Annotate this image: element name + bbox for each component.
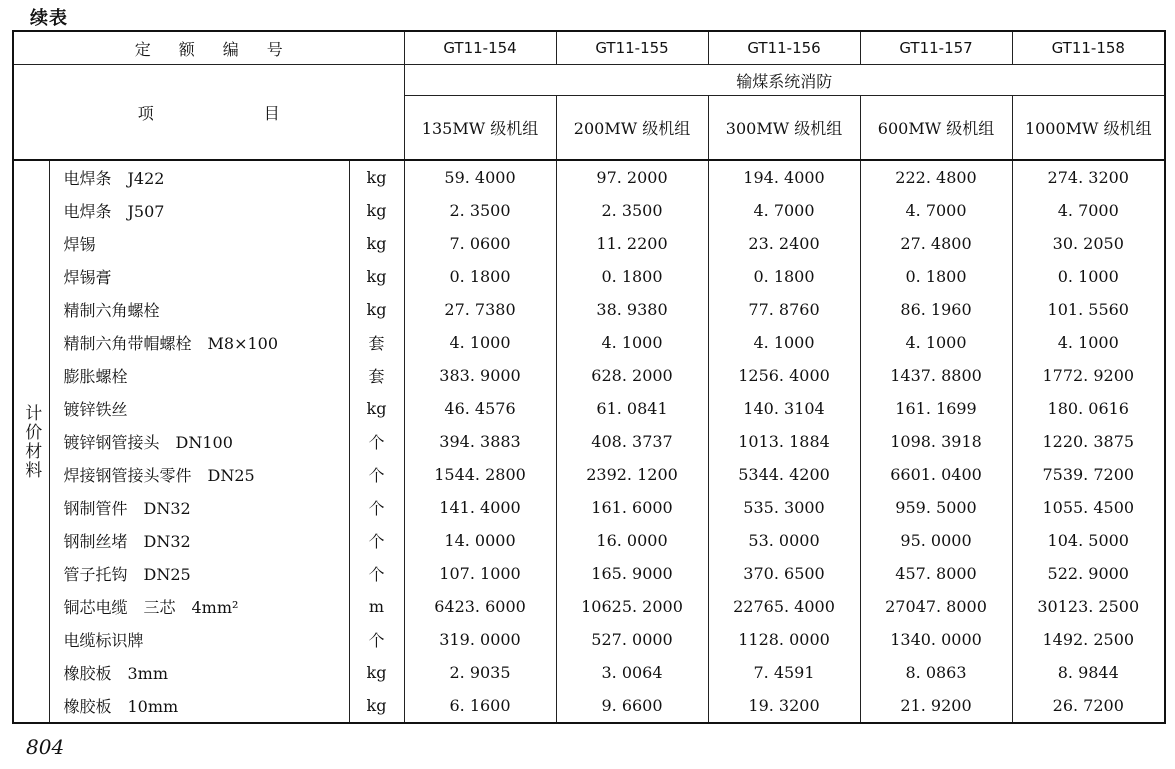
material-name: 镀锌铁丝	[49, 392, 349, 425]
material-name: 电焊条 J422	[49, 160, 349, 194]
material-unit: 个	[349, 458, 404, 491]
quantity-cell: 8. 0863	[860, 656, 1012, 689]
quantity-cell: 6601. 0400	[860, 458, 1012, 491]
table-row	[13, 359, 1165, 392]
quantity-cell: 8. 9844	[1012, 656, 1165, 689]
material-name: 铜芯电缆 三芯 4mm²	[49, 590, 349, 623]
unit-type-header: 600MW 级机组	[860, 96, 1012, 161]
table-row	[13, 491, 1165, 524]
quantity-cell: 11. 2200	[556, 227, 708, 260]
quantity-cell: 527. 0000	[556, 623, 708, 656]
quantity-cell: 4. 7000	[1012, 194, 1165, 227]
quantity-cell: 140. 3104	[708, 392, 860, 425]
quantity-cell: 30. 2050	[1012, 227, 1165, 260]
quantity-cell: 0. 1800	[708, 260, 860, 293]
table-row	[13, 458, 1165, 491]
material-unit: 套	[349, 359, 404, 392]
quantity-cell: 2. 3500	[556, 194, 708, 227]
quantity-cell: 9. 6600	[556, 689, 708, 723]
material-unit: 个	[349, 425, 404, 458]
quantity-cell: 4. 7000	[708, 194, 860, 227]
quantity-cell: 27. 4800	[860, 227, 1012, 260]
quantity-cell: 222. 4800	[860, 160, 1012, 194]
quantity-cell: 4. 1000	[1012, 326, 1165, 359]
quantity-cell: 1128. 0000	[708, 623, 860, 656]
quantity-cell: 959. 5000	[860, 491, 1012, 524]
quota-code: GT11-155	[556, 31, 708, 65]
table-row	[13, 194, 1165, 227]
quantity-cell: 101. 5560	[1012, 293, 1165, 326]
material-name: 焊接钢管接头零件 DN25	[49, 458, 349, 491]
quantity-cell: 14. 0000	[404, 524, 556, 557]
quantity-cell: 383. 9000	[404, 359, 556, 392]
material-unit: m	[349, 590, 404, 623]
material-name: 橡胶板 10mm	[49, 689, 349, 723]
quantity-cell: 53. 0000	[708, 524, 860, 557]
material-name: 管子托钩 DN25	[49, 557, 349, 590]
table-row	[13, 227, 1165, 260]
quantity-cell: 30123. 2500	[1012, 590, 1165, 623]
group-title-row	[13, 65, 1165, 96]
material-unit: kg	[349, 194, 404, 227]
material-unit: 个	[349, 623, 404, 656]
material-name: 膨胀螺栓	[49, 359, 349, 392]
material-name: 镀锌钢管接头 DN100	[49, 425, 349, 458]
table-row	[13, 524, 1165, 557]
continued-heading: 续表	[30, 8, 68, 29]
table-row	[13, 623, 1165, 656]
quantity-cell: 394. 3883	[404, 425, 556, 458]
quantity-cell: 535. 3000	[708, 491, 860, 524]
quantity-cell: 4. 1000	[708, 326, 860, 359]
unit-type-header: 1000MW 级机组	[1012, 96, 1165, 161]
material-unit: 套	[349, 326, 404, 359]
quota-code: GT11-156	[708, 31, 860, 65]
unit-type-header: 200MW 级机组	[556, 96, 708, 161]
material-name: 焊锡	[49, 227, 349, 260]
quantity-cell: 161. 6000	[556, 491, 708, 524]
quantity-cell: 1098. 3918	[860, 425, 1012, 458]
material-name: 焊锡膏	[49, 260, 349, 293]
quantity-cell: 1055. 4500	[1012, 491, 1165, 524]
quantity-cell: 165. 9000	[556, 557, 708, 590]
quantity-cell: 1492. 2500	[1012, 623, 1165, 656]
quantity-cell: 23. 2400	[708, 227, 860, 260]
quantity-cell: 1772. 9200	[1012, 359, 1165, 392]
quantity-cell: 27047. 8000	[860, 590, 1012, 623]
material-unit: kg	[349, 160, 404, 194]
material-unit: 个	[349, 557, 404, 590]
table-row	[13, 326, 1165, 359]
quantity-cell: 7. 4591	[708, 656, 860, 689]
quantity-cell: 10625. 2000	[556, 590, 708, 623]
quantity-cell: 194. 4000	[708, 160, 860, 194]
quantity-cell: 19. 3200	[708, 689, 860, 723]
quantity-cell: 457. 8000	[860, 557, 1012, 590]
quota-label: 定额编号	[13, 31, 404, 65]
material-name: 电缆标识牌	[49, 623, 349, 656]
quantity-cell: 628. 2000	[556, 359, 708, 392]
quantity-cell: 4. 1000	[404, 326, 556, 359]
quantity-cell: 26. 7200	[1012, 689, 1165, 723]
table-row	[13, 590, 1165, 623]
quantity-cell: 38. 9380	[556, 293, 708, 326]
quantity-cell: 46. 4576	[404, 392, 556, 425]
quantity-cell: 180. 0616	[1012, 392, 1165, 425]
table-row	[13, 260, 1165, 293]
material-name: 电焊条 J507	[49, 194, 349, 227]
page-number: 804	[26, 735, 65, 759]
quantity-cell: 319. 0000	[404, 623, 556, 656]
quantity-cell: 1340. 0000	[860, 623, 1012, 656]
material-unit: kg	[349, 293, 404, 326]
quantity-cell: 107. 1000	[404, 557, 556, 590]
table-row	[13, 425, 1165, 458]
table-row	[13, 392, 1165, 425]
quantity-cell: 1013. 1884	[708, 425, 860, 458]
quantity-cell: 1437. 8800	[860, 359, 1012, 392]
quantity-cell: 2392. 1200	[556, 458, 708, 491]
quantity-cell: 95. 0000	[860, 524, 1012, 557]
quantity-cell: 0. 1000	[1012, 260, 1165, 293]
quantity-cell: 1544. 2800	[404, 458, 556, 491]
unit-type-header: 300MW 级机组	[708, 96, 860, 161]
quantity-cell: 86. 1960	[860, 293, 1012, 326]
quantity-cell: 4. 1000	[860, 326, 1012, 359]
material-unit: kg	[349, 260, 404, 293]
quantity-cell: 59. 4000	[404, 160, 556, 194]
quantity-cell: 6. 1600	[404, 689, 556, 723]
quantity-cell: 104. 5000	[1012, 524, 1165, 557]
quantity-cell: 77. 8760	[708, 293, 860, 326]
quota-code: GT11-154	[404, 31, 556, 65]
quantity-cell: 408. 3737	[556, 425, 708, 458]
material-unit: kg	[349, 392, 404, 425]
quantity-cell: 2. 3500	[404, 194, 556, 227]
quantity-cell: 161. 1699	[860, 392, 1012, 425]
material-rows	[13, 160, 1165, 723]
table-row	[13, 293, 1165, 326]
quantity-cell: 370. 6500	[708, 557, 860, 590]
quantity-cell: 21. 9200	[860, 689, 1012, 723]
quantity-cell: 2. 9035	[404, 656, 556, 689]
quota-code: GT11-157	[860, 31, 1012, 65]
material-name: 钢制丝堵 DN32	[49, 524, 349, 557]
quantity-cell: 5344. 4200	[708, 458, 860, 491]
material-unit: kg	[349, 689, 404, 723]
quantity-cell: 3. 0064	[556, 656, 708, 689]
table-row	[13, 689, 1165, 723]
quantity-cell: 61. 0841	[556, 392, 708, 425]
quantity-cell: 0. 1800	[860, 260, 1012, 293]
quantity-cell: 4. 7000	[860, 194, 1012, 227]
quantity-cell: 522. 9000	[1012, 557, 1165, 590]
material-name: 精制六角螺栓	[49, 293, 349, 326]
quota-table	[12, 30, 1166, 724]
quantity-cell: 274. 3200	[1012, 160, 1165, 194]
table-row	[13, 160, 1165, 194]
quantity-cell: 7539. 7200	[1012, 458, 1165, 491]
quantity-cell: 141. 4000	[404, 491, 556, 524]
group-title: 输煤系统消防	[404, 65, 1165, 96]
material-name: 橡胶板 3mm	[49, 656, 349, 689]
quantity-cell: 16. 0000	[556, 524, 708, 557]
quantity-cell: 1256. 4000	[708, 359, 860, 392]
quantity-cell: 6423. 6000	[404, 590, 556, 623]
material-name: 精制六角带帽螺栓 M8×100	[49, 326, 349, 359]
quantity-cell: 97. 2000	[556, 160, 708, 194]
table-row	[13, 557, 1165, 590]
material-unit: 个	[349, 524, 404, 557]
material-name: 钢制管件 DN32	[49, 491, 349, 524]
material-unit: 个	[349, 491, 404, 524]
item-label: 项目	[13, 65, 404, 161]
quantity-cell: 0. 1800	[404, 260, 556, 293]
category-label: 计价材料	[13, 160, 49, 723]
quantity-cell: 7. 0600	[404, 227, 556, 260]
material-unit: kg	[349, 656, 404, 689]
material-unit: kg	[349, 227, 404, 260]
quota-code-row	[13, 31, 1165, 65]
unit-type-header: 135MW 级机组	[404, 96, 556, 161]
quantity-cell: 4. 1000	[556, 326, 708, 359]
quantity-cell: 27. 7380	[404, 293, 556, 326]
table-row	[13, 656, 1165, 689]
quantity-cell: 22765. 4000	[708, 590, 860, 623]
quantity-cell: 0. 1800	[556, 260, 708, 293]
quantity-cell: 1220. 3875	[1012, 425, 1165, 458]
quota-code: GT11-158	[1012, 31, 1165, 65]
